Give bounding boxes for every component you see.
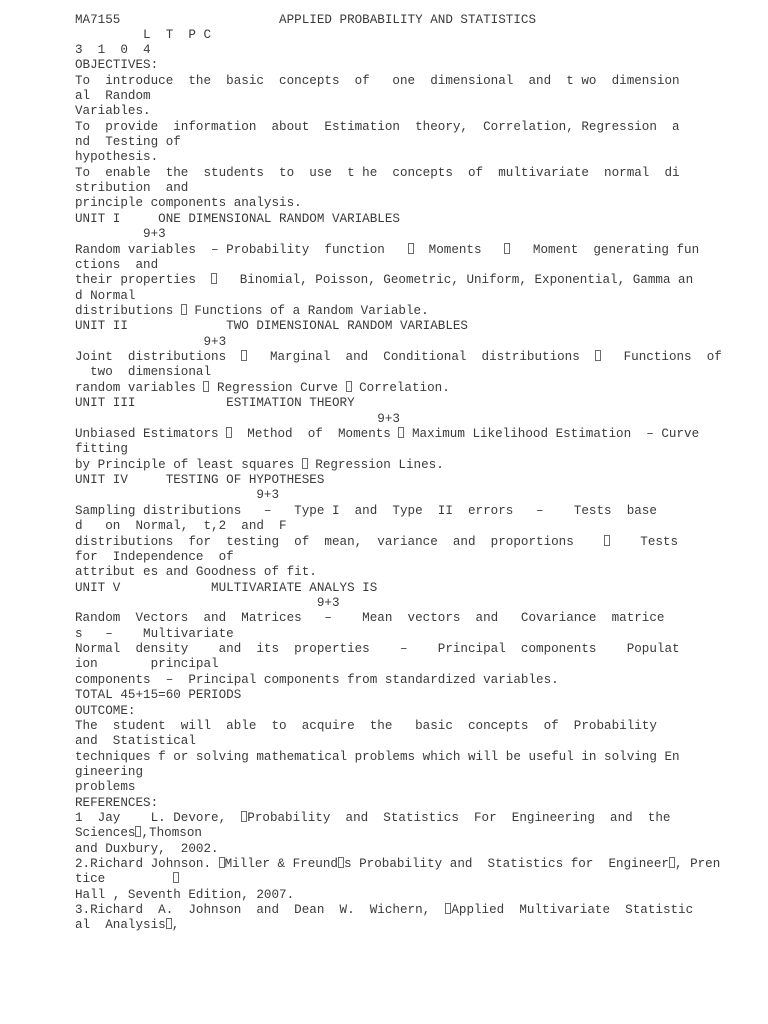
reference-line: tice — [75, 872, 179, 888]
text-line: d on Normal, t,2 and F — [75, 519, 287, 533]
text-line: To provide information about Estimation theory, Correlation, Regression a — [75, 120, 680, 134]
text-line: attribut es and Goodness of fit. — [75, 565, 317, 579]
unit-5-heading: UNIT V MULTIVARIATE ANALYS IS — [75, 581, 378, 595]
missing-glyph-box — [135, 826, 141, 837]
reference-line: 1 Jay L. Devore, Probability and Statistics For Engineering and the — [75, 811, 671, 825]
unit-1-heading: UNIT I ONE DIMENSIONAL RANDOM VARIABLES — [75, 212, 400, 226]
reference-line: Hall , Seventh Edition, 2007. — [75, 888, 295, 902]
references-heading: REFERENCES: — [75, 796, 159, 810]
missing-glyph-box — [595, 350, 601, 361]
unit-2-heading: UNIT II TWO DIMENSIONAL RANDOM VARIABLES — [75, 319, 468, 333]
text-line: techniques f or solving mathematical problems which will be useful in solving En — [75, 750, 680, 764]
missing-glyph-box — [504, 243, 510, 254]
ltpc-header-line: L T P C — [75, 28, 212, 42]
unit-1-hours: 9+3 — [75, 227, 166, 241]
missing-glyph-box — [604, 535, 610, 546]
text-line: al Random — [75, 89, 151, 103]
text-line: nd Testing of — [75, 135, 181, 149]
text-line: their properties Binomial, Poisson, Geometric, Uniform, Exponential, Gamma an — [75, 273, 694, 287]
text-line: hypothesis. — [75, 150, 159, 164]
missing-glyph-box — [241, 350, 247, 361]
text-line: random variables Regression Curve Correlation. — [75, 381, 450, 395]
text-line: ctions and — [75, 258, 159, 272]
text-line: distributions for testing of mean, variance and proportions Tests — [75, 535, 679, 549]
objectives-heading: OBJECTIVES: — [75, 58, 159, 72]
text-line: distributions Functions of a Random Variable. — [75, 304, 429, 318]
course-code-title-line: MA7155 APPLIED PROBABILITY AND STATISTICS — [75, 13, 537, 27]
text-line: Joint distributions Marginal and Conditional distributions Functions of — [75, 350, 722, 364]
ltpc-values-line: 3 1 0 4 — [75, 43, 151, 57]
total-periods-line: TOTAL 45+15=60 PERIODS — [75, 688, 242, 702]
missing-glyph-box — [226, 427, 232, 438]
missing-glyph-box — [181, 304, 187, 315]
missing-glyph-box — [346, 381, 352, 392]
text-line: two dimensional — [75, 365, 212, 379]
reference-line: al Analysis , — [75, 918, 180, 932]
missing-glyph-box — [203, 381, 209, 392]
missing-glyph-box — [219, 857, 225, 868]
missing-glyph-box — [211, 273, 217, 284]
text-line: The student will able to acquire the basic concepts of Probability — [75, 719, 657, 733]
text-line: and Statistical — [75, 734, 196, 748]
text-line: d Normal — [75, 289, 136, 303]
text-line: ion principal — [75, 657, 219, 671]
unit-4-hours: 9+3 — [75, 488, 280, 502]
missing-glyph-box — [241, 811, 247, 822]
text-line: for Independence of — [75, 550, 234, 564]
missing-glyph-box — [302, 458, 308, 469]
unit-4-heading: UNIT IV TESTING OF HYPOTHESES — [75, 473, 325, 487]
text-line: fitting — [75, 442, 128, 456]
missing-glyph-box — [408, 243, 414, 254]
unit-5-hours: 9+3 — [75, 596, 340, 610]
text-line: Normal density and its properties – Principal components Populat — [75, 642, 680, 656]
reference-line: 2.Richard Johnson. Miller & Freund s Probability and Statistics for Engineer , Pren — [75, 857, 721, 871]
missing-glyph-box — [166, 918, 172, 929]
missing-glyph-box — [338, 857, 344, 868]
text-line: stribution and — [75, 181, 189, 195]
reference-line: Sciences ,Thomson — [75, 826, 202, 840]
text-line: gineering — [75, 765, 144, 779]
text-line: To introduce the basic concepts of one dimensional and t wo dimension — [75, 74, 680, 88]
text-line: To enable the students to use t he concepts of multivariate normal di — [75, 166, 680, 180]
missing-glyph-box — [445, 903, 451, 914]
outcome-heading: OUTCOME: — [75, 704, 136, 718]
missing-glyph-box — [398, 427, 404, 438]
text-line: Random variables – Probability function Moments Moment generating fun — [75, 243, 700, 257]
unit-3-heading: UNIT III ESTIMATION THEORY — [75, 396, 355, 410]
text-line: Sampling distributions – Type I and Type II errors – Tests base — [75, 504, 657, 518]
missing-glyph-box — [173, 872, 179, 883]
text-line: principle components analysis. — [75, 196, 302, 210]
unit-3-hours: 9+3 — [75, 412, 400, 426]
text-line: by Principle of least squares Regression Lines. — [75, 458, 444, 472]
text-line: s – Multivariate — [75, 627, 234, 641]
missing-glyph-box — [669, 857, 675, 868]
text-line: components – Principal components from standardized variables. — [75, 673, 559, 687]
text-line: Random Vectors and Matrices – Mean vectors and Covariance matrice — [75, 611, 665, 625]
unit-2-hours: 9+3 — [75, 335, 227, 349]
text-line: Variables. — [75, 104, 151, 118]
reference-line: and Duxbury, 2002. — [75, 842, 219, 856]
reference-line: 3.Richard A. Johnson and Dean W. Wichern, Applied Multivariate Statistic — [75, 903, 694, 917]
text-line: Unbiased Estimators Method of Moments Maximum Likelihood Estimation – Curve — [75, 427, 700, 441]
text-line: problems — [75, 780, 136, 794]
